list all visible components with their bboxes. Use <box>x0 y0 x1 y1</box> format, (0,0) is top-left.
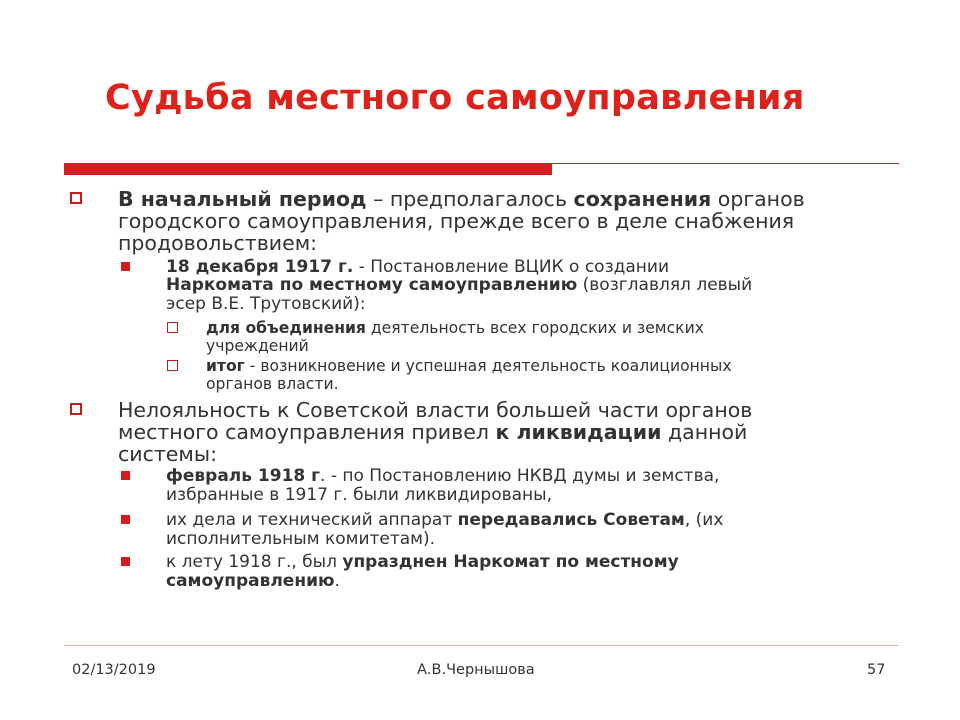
footer-author: А.В.Чернышова <box>417 662 535 678</box>
term-transferred-soviets: передавались Советам <box>457 510 685 530</box>
bullet-unification-line1 <box>206 319 704 337</box>
bullet-feb-1918-line2: избранные в 1917 г. были ликвидированы, <box>166 485 552 505</box>
text-fragment: их дела и технический аппарат <box>166 510 458 530</box>
slide-title: Судьба местного самоуправления <box>105 78 805 118</box>
bullet-initial-period-line3: продовольствием: <box>118 231 318 255</box>
term-preservation: сохранения <box>573 187 712 211</box>
text-fragment: - Постановление ВЦИК о создании <box>353 257 670 277</box>
text-fragment: к лету 1918 г., был <box>166 552 343 572</box>
bullet-result-line1 <box>206 357 732 375</box>
text-fragment: . - по Постановлению НКВД думы и земства, <box>320 466 720 486</box>
bullet-disloyalty-line3: системы: <box>118 442 217 466</box>
term-result: итог <box>206 357 245 375</box>
footer-divider <box>64 645 899 646</box>
text-fragment: данной <box>661 420 748 444</box>
hollow-square-bullet-icon <box>70 403 82 415</box>
bullet-initial-period-line1 <box>118 189 805 210</box>
bullet-dec-1917-line2 <box>166 276 752 295</box>
term-unification: для объединения <box>206 319 366 337</box>
text-fragment: - возникновение и успешная деятельность коалиционных <box>244 357 732 375</box>
footer-page-number: 57 <box>867 662 886 678</box>
text-fragment: . <box>334 571 340 591</box>
date-dec-1917: 18 декабря 1917 г. <box>166 257 354 277</box>
hollow-square-bullet-icon <box>70 192 82 204</box>
bullet-initial-period-line2: городского самоуправления, прежде всего в деле снабжения <box>118 209 795 233</box>
term-liquidation: к ликвидации <box>495 420 662 444</box>
date-feb-1918: февраль 1918 г <box>166 466 321 486</box>
bullet-summer-1918-line2 <box>166 572 340 591</box>
hollow-square-bullet-icon <box>167 322 178 333</box>
bullet-disloyalty-line1: Нелояльность к Советской власти большей части органов <box>118 398 753 422</box>
bullet-unification-line2: учреждений <box>206 337 309 355</box>
term-abolished-narkomat: упразднен Наркомат по местному <box>342 552 679 572</box>
bullet-feb-1918-line1 <box>166 467 719 486</box>
text-fragment: деятельность всех городских и земских <box>365 319 704 337</box>
footer-date: 02/13/2019 <box>72 662 156 678</box>
title-underline-thin <box>552 163 899 164</box>
solid-square-bullet-icon <box>121 262 130 271</box>
text-fragment: – предполагалось <box>366 187 574 211</box>
term-narkomat: Наркомата по местному самоуправлению <box>166 275 578 295</box>
term-initial-period: В начальный период <box>118 187 367 211</box>
text-fragment: , (их <box>684 510 724 530</box>
bullet-dec-1917-line1 <box>166 258 669 277</box>
text-fragment: местного самоуправления привел <box>118 420 496 444</box>
text-fragment: (возглавлял левый <box>577 275 753 295</box>
title-underline-thick <box>64 163 552 175</box>
bullet-result-line2: органов власти. <box>206 375 339 393</box>
bullet-soviets-line1 <box>166 511 723 530</box>
solid-square-bullet-icon <box>121 557 130 566</box>
bullet-soviets-line2: исполнительным комитетам). <box>166 529 436 549</box>
bullet-dec-1917-line3: эсер В.Е. Трутовский): <box>166 294 366 314</box>
text-fragment: органов <box>711 187 805 211</box>
bullet-summer-1918-line1 <box>166 553 679 572</box>
solid-square-bullet-icon <box>121 471 130 480</box>
hollow-square-bullet-icon <box>167 360 178 371</box>
solid-square-bullet-icon <box>121 515 130 524</box>
bullet-disloyalty-line2 <box>118 422 747 443</box>
term-self-government: самоуправлению <box>166 571 335 591</box>
